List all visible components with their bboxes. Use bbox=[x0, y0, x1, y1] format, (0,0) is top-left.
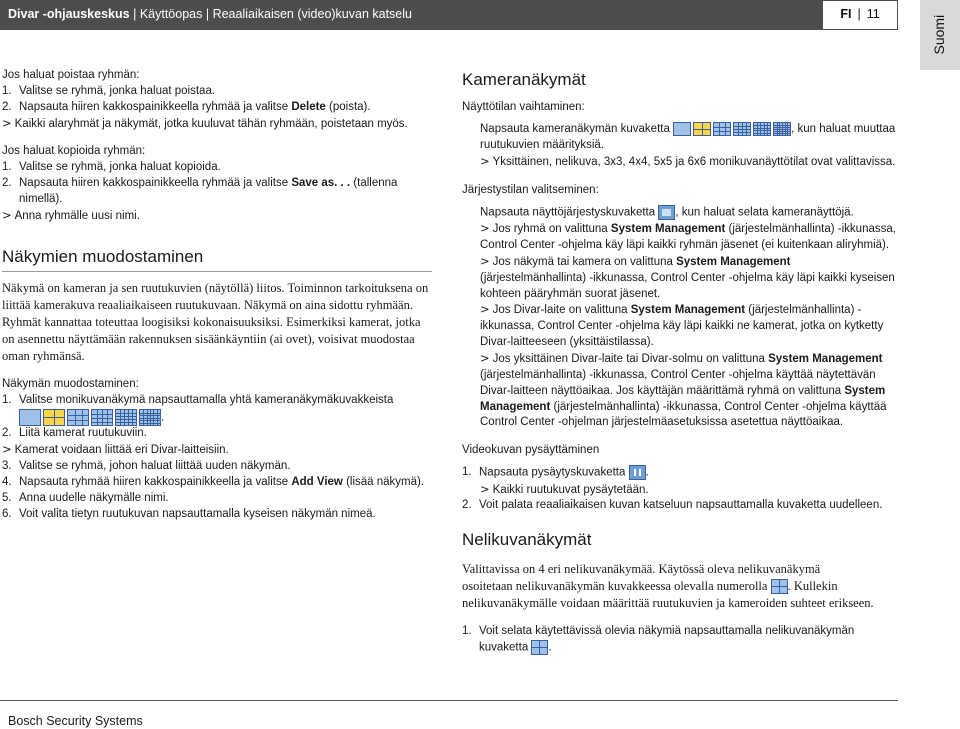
instruction bbox=[462, 122, 898, 154]
result-text: Yksittäinen, nelikuva, 3x3, 4x4, 5x5 ja 6x6 monikuvanäyttötilat ovat valittavissa. bbox=[492, 156, 896, 169]
result-text: Kaikki alaryhmät ja näkymät, jotka kuuluvat tähän ryhmään, poistetaan myös. bbox=[14, 117, 408, 130]
section-subtitle: Näkymän muodostaminen: bbox=[2, 378, 139, 391]
instruction-text: , kun haluat muuttaa ruutukuvien määrityksiä. bbox=[480, 123, 896, 152]
step-text: (poista). bbox=[325, 100, 371, 113]
side-tab-label: Suomi bbox=[931, 15, 948, 55]
steps-list bbox=[2, 393, 432, 442]
paragraph-text: Valittavissa on 4 eri nelikuvanäkymää. Käytössä oleva nelikuvanäkymä bbox=[462, 561, 821, 576]
step-text: . bbox=[548, 641, 552, 654]
result-line: > Kaikki alaryhmät ja näkymät, jotka kuuluvat tähän ryhmään, poistetaan myös. bbox=[2, 115, 408, 130]
menu-command: Add View bbox=[291, 475, 343, 488]
list-item: 1. Voit selata käytettävissä olevia näkymiä napsauttamalla nelikuvanäkymän kuvaketta . bbox=[462, 624, 855, 654]
single-view-icon[interactable] bbox=[673, 122, 691, 136]
list-item: 3. Valitse se ryhmä, johon haluat liittää uuden näkymän. bbox=[2, 459, 432, 475]
step-text: Voit palata reaaliaikaisen kuvan katseluun napsauttamalla kuvaketta uudelleen. bbox=[479, 499, 883, 512]
result-text: Kamerat voidaan liittää eri Divar-laitteisiin. bbox=[14, 444, 229, 457]
window-name: System Management bbox=[768, 353, 883, 366]
section-subtitle: Jos haluat kopioida ryhmän: bbox=[2, 145, 146, 158]
menu-command: Save as. . . bbox=[291, 177, 351, 190]
steps-list bbox=[2, 84, 432, 116]
result-line: > Jos näkymä tai kamera on valittuna System Management (järjestelmänhallinta) -ikkunassa, Control Center -ohjelma käy läpi kaikki kyseisen kohteen pääryhmän suorat jäsenet. bbox=[480, 253, 895, 300]
view-icon-bar[interactable] bbox=[673, 122, 791, 136]
step-text: (lisää näkymä). bbox=[342, 475, 425, 488]
list-item: 2. Voit palata reaaliaikaisen kuvan katseluun napsauttamalla kuvaketta uudelleen. bbox=[462, 498, 898, 514]
list-item: 4. Napsauta ryhmää hiiren kakkospainikkeella ja valitse Add View (lisää näkymä). bbox=[2, 475, 425, 488]
result-text: (järjestelmänhallinta) -ikkunassa, Control Center -ohjelma käy läpi kaikki ne kamerat, jotka on kytketty Divar-laitteeseen (yksittäistilassa). bbox=[480, 304, 884, 349]
view-icon-bar[interactable] bbox=[19, 409, 161, 426]
right-column bbox=[462, 68, 898, 656]
section-heading: Kameranäkymät bbox=[462, 70, 586, 89]
result-text: (järjestelmänhallinta) -ikkunassa, Control Center -ohjelma käy läpi kaikki ryhmän jäsenet (ei kuitenkaan aliryhmiä). bbox=[480, 223, 896, 252]
result-line: > Kaikki ruutukuvat pysäytetään. bbox=[480, 481, 649, 496]
window-name: System Management bbox=[610, 223, 726, 236]
result-text: (järjestelmänhallinta) -ikkunassa, Control Center -ohjelma käyttää näytettävän Divar-laitteen näyttöaikaa. Jos käyttäjän määrittämä ryhmä on valittuna bbox=[480, 368, 876, 397]
step-text: . bbox=[161, 411, 165, 424]
step-text: Anna uudelle näkymälle nimi. bbox=[19, 491, 169, 504]
step-text: Valitse se ryhmä, johon haluat liittää uuden näkymän. bbox=[19, 460, 291, 473]
section-subtitle: Järjestystilan valitseminen: bbox=[462, 183, 599, 196]
result-text: (järjestelmänhallinta) -ikkunassa, Control Center -ohjelma käy läpi kaikki kyseisen kohteen pääryhmän suorat jäsenet. bbox=[480, 271, 895, 300]
window-name: System Management bbox=[480, 384, 886, 413]
language-page bbox=[822, 0, 898, 30]
step-text: Liitä kamerat ruutukuviin. bbox=[19, 427, 147, 440]
result-line: > Anna ryhmälle uusi nimi. bbox=[2, 207, 140, 222]
result-line: > Yksittäinen, nelikuva, 3x3, 4x4, 5x5 ja 6x6 monikuvanäyttötilat ovat valittavissa. bbox=[480, 154, 896, 169]
quad-paragraph bbox=[462, 561, 898, 612]
grid-3x3-icon[interactable] bbox=[67, 409, 89, 426]
footer bbox=[0, 700, 898, 729]
grid-3x3-icon[interactable] bbox=[713, 122, 731, 136]
step-text: Valitse se ryhmä, jonka haluat poistaa. bbox=[19, 84, 216, 97]
list-item: 1. Valitse monikuvanäkymä napsauttamalla yhtä kameranäkymäkuvakkeista . bbox=[2, 393, 432, 426]
list-item: 1. Valitse se ryhmä, jonka haluat kopioida. bbox=[2, 160, 432, 176]
doc-title: Divar -ohjauskeskus bbox=[8, 7, 130, 22]
steps-list bbox=[462, 498, 898, 514]
result-text: Jos yksittäinen Divar-laite tai Divar-solmu on valittuna bbox=[492, 353, 769, 366]
result-line: > Jos yksittäinen Divar-laite tai Divar-solmu on valittuna System Management (järjestelmänhallinta) -ikkunassa, Control Center -ohjelma käyttää näytettävän Divar-laitteen näyttöaikaa. Jos käyttäjän määrittämä ryhmä on valittuna System Management (järjestelmänhallinta) -ikkunassa, Control Center -ohjelma käyttää Control Center -ohjelman järjestelmäasetuksissa asetettua näyttöaikaa. bbox=[480, 351, 887, 429]
list-item: 6. Voit valita tietyn ruutukuvan napsauttamalla kyseisen näkymän nimeä. bbox=[2, 507, 432, 523]
paragraph-text: osoitetaan nelikuvanäkymän kuvakkeessa olevalla numerolla bbox=[462, 578, 768, 593]
step-text: Valitse monikuvanäkymä napsauttamalla yhtä kameranäkymäkuvakkeista bbox=[19, 394, 394, 407]
grid-4x4-icon[interactable] bbox=[733, 122, 751, 136]
doc-section: Reaaliaikaisen (video)kuvan katselu bbox=[212, 7, 412, 22]
section-subtitle: Näyttötilan vaihtaminen: bbox=[462, 101, 585, 114]
left-column bbox=[2, 68, 432, 522]
list-item: 1. Valitse se ryhmä, jonka haluat poistaa. bbox=[2, 84, 432, 100]
result-text: (järjestelmänhallinta) -ikkunassa, Control Center -ohjelma käyttää Control Center -ohjelman järjestelmäasetuksissa asetettua näyttöaikaa. bbox=[480, 400, 887, 429]
step-text: Napsauta pysäytyskuvaketta bbox=[479, 466, 626, 479]
menu-command: Delete bbox=[291, 100, 326, 113]
step-text: Napsauta hiiren kakkospainikkeella ryhmää ja valitse bbox=[19, 100, 292, 113]
step-text: Napsauta ryhmää hiiren kakkospainikkeella ja valitse bbox=[19, 475, 292, 488]
paragraph-text: . Kullekin nelikuvanäkymälle voidaan määrittää ruutukuvien ja kameroiden suhteet erikseen. bbox=[462, 578, 874, 610]
views-intro: Näkymä on kameran ja sen ruutukuvien (näytöllä) liitos. Toiminnon tarkoituksena on liittää kamerakuva reaaliaikaiseen ruutukuvaan. Näkymä on aina sidottu ryhmään. Ryhmät kannattaa toteuttaa loogisiksi kokonaisuuksiksi. Esimerkiksi kamerat, jotka on asennettu näyttämään rakennuksen sisäänkäyntiin (ai ovet), voisivat muodostaa oman ryhmänsä. bbox=[2, 281, 429, 364]
list-item: 2. Napsauta hiiren kakkospainikkeella ryhmää ja valitse Save as. . . (tallenna nimellä). bbox=[2, 177, 398, 206]
step-text: Valitse se ryhmä, jonka haluat kopioida. bbox=[19, 161, 221, 174]
instruction-text: Napsauta kameranäkymän kuvaketta bbox=[480, 123, 670, 136]
quad-view-icon[interactable] bbox=[43, 409, 65, 426]
result-text: Jos ryhmä on valittuna bbox=[492, 223, 611, 236]
page-number: 11 bbox=[866, 7, 880, 22]
step-text: Napsauta hiiren kakkospainikkeella ryhmää ja valitse bbox=[19, 177, 292, 190]
header-bar bbox=[0, 0, 898, 30]
step-text: . bbox=[645, 466, 649, 479]
language-code: FI bbox=[840, 7, 852, 22]
steps-list bbox=[462, 465, 898, 481]
window-name: System Management bbox=[676, 255, 791, 268]
step-text: Voit valita tietyn ruutukuvan napsauttamalla kyseisen näkymän nimeä. bbox=[19, 507, 376, 520]
section-subtitle: Videokuvan pysäyttäminen bbox=[462, 444, 600, 457]
sequence-icon[interactable] bbox=[658, 205, 675, 220]
quad-view-icon[interactable] bbox=[531, 640, 548, 655]
doc-subtitle: Käyttöopas bbox=[139, 7, 203, 22]
section-subtitle: Jos haluat poistaa ryhmän: bbox=[2, 69, 140, 81]
remove-group-section bbox=[2, 68, 432, 132]
grid-5x5-icon[interactable] bbox=[753, 122, 771, 136]
list-item: 1. Napsauta pysäytyskuvaketta . bbox=[462, 466, 649, 479]
window-name: System Management bbox=[630, 304, 746, 317]
result-line: > Kamerat voidaan liittää eri Divar-laitteisiin. bbox=[2, 442, 229, 457]
grid-6x6-icon[interactable] bbox=[139, 409, 161, 426]
grid-4x4-icon[interactable] bbox=[91, 409, 113, 426]
instruction bbox=[462, 205, 898, 221]
quad-number-icon[interactable] bbox=[771, 579, 788, 594]
list-item: 5. Anna uudelle näkymälle nimi. bbox=[2, 491, 432, 507]
steps-list bbox=[2, 160, 432, 208]
steps-list bbox=[2, 459, 432, 522]
result-text: Jos näkymä tai kamera on valittuna bbox=[492, 255, 677, 268]
freeze-icon[interactable] bbox=[629, 465, 646, 480]
step-text: (tallenna nimellä). bbox=[19, 177, 398, 206]
header-title bbox=[8, 6, 412, 23]
separator: | bbox=[133, 7, 137, 22]
section-heading: Näkymien muodostaminen bbox=[2, 245, 432, 272]
grid-5x5-icon[interactable] bbox=[115, 409, 137, 426]
result-line: > Jos ryhmä on valittuna System Management (järjestelmänhallinta) -ikkunassa, Control Center -ohjelma käy läpi kaikki ryhmän jäsenet (ei kuitenkaan aliryhmiä). bbox=[480, 221, 896, 252]
steps-list bbox=[462, 624, 898, 656]
result-text: Jos Divar-laite on valittuna bbox=[492, 304, 631, 317]
result-text: Anna ryhmälle uusi nimi. bbox=[14, 209, 140, 222]
quad-view-icon[interactable] bbox=[693, 122, 711, 136]
instruction-text: Napsauta näyttöjärjestyskuvaketta bbox=[480, 206, 656, 219]
separator: | bbox=[857, 7, 861, 22]
result-text: Kaikki ruutukuvat pysäytetään. bbox=[492, 483, 649, 496]
list-item: 2. Napsauta hiiren kakkospainikkeella ryhmää ja valitse Delete (poista). bbox=[2, 100, 371, 113]
step-text: Voit selata käytettävissä olevia näkymiä napsauttamalla nelikuvanäkymän kuvaketta bbox=[479, 624, 855, 654]
grid-6x6-icon[interactable] bbox=[773, 122, 791, 136]
instruction-text: , kun haluat selata kameranäyttöjä. bbox=[675, 206, 854, 219]
single-view-icon[interactable] bbox=[19, 409, 41, 426]
section-heading: Nelikuvanäkymät bbox=[462, 530, 592, 550]
separator: | bbox=[205, 7, 210, 22]
result-line: > Jos Divar-laite on valittuna System Management (järjestelmänhallinta) -ikkunassa, Control Center -ohjelma käy läpi kaikki ne kamerat, jotka on kytketty Divar-laitteeseen (yksittäistilassa). bbox=[480, 302, 884, 349]
footer-text: Bosch Security Systems bbox=[8, 714, 143, 728]
language-side-tab bbox=[920, 0, 960, 70]
copy-group-section bbox=[2, 144, 432, 224]
list-item: 2. Liitä kamerat ruutukuviin. bbox=[2, 426, 432, 442]
